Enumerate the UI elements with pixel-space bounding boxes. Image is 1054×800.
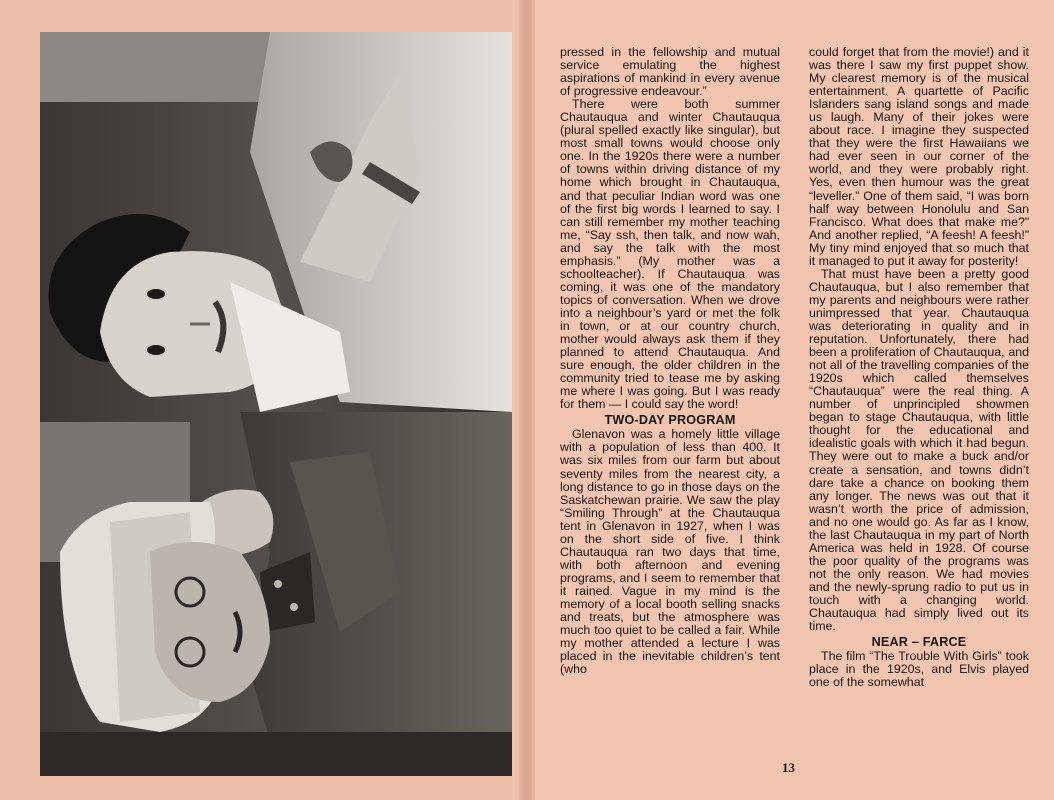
photograph [40,32,512,776]
page-gutter [519,0,535,800]
paragraph: The film “The Trouble With Girls” took place in the 1920s, and Elvis played one of the somewhat [809,649,1029,690]
paragraph: could forget that from the movie!) and it was there I saw my first puppet show. My clearest memory is of the musical entertainment. A quartette of Pacific Islanders sang island songs and made us laugh. Many of their jokes were about race. I imagine they suspected that they were the first Hawaiians we had ever seen in our corner of the world, and they were probably right. Yes, even then humour was the great “leveller.” One of them said, “I was born half way between Honolulu and San Francisco. What does that make me?” And another replied, “A feesh! A feesh!” My tiny mind enjoyed that so much that it managed to put it away for posterity! [809,45,1029,268]
paragraph: Glenavon was a homely little village with a population of less than 400. It was six miles from our farm but about seventy miles from the nearest city, a long distance to go in those days on the Saskatchewan prairie. We saw the play “Smiling Through” at the Chautauqua tent in Glenavon in 1927, when I was on the short side of five. I think Chautauqua ran two days that time, with both afternoon and evening programs, and I seem to remember that it rained. Vague in my mind is the memory of a local booth selling snacks and treats, but the atmosphere was much too quiet to be called a fair. While my mother attended a lecture I was placed in the inevitable children’s tent (who [560,427,780,677]
paragraph: That must have been a pretty good Chautauqua, but I also remember that my parents and neighbours were rather unimpressed that year. Chautauqua was deteriorating in quality and in reputation. Unfortunately, there had been a proliferation of Chautauqua, and not all of the travelling companies of the 1920s which called themselves “Chautauqua” were the real thing. A number of unprincipled showmen began to stage Chautauqua, with little thought for the educational and idealistic goals with which it had begun. They were out to make a buck and/or create a sensation, and towns didn’t dare take a chance on booking them any longer. The news was out that it wasn’t worth the price of admission, and no one would go. As far as I know, the last Chautauqua in my part of North America was held in 1928. Of course the poor quality of the programs was not the only reason. We had movies and the newly-sprung radio to put us in touch with a changing world. Chautauqua had simply lived out its time. [809,266,1029,634]
paragraph: There were both summer Chautauqua and winter Chautauqua (plural spelled exactly like singular), but most small towns would choose only one. In the 1920s there were a number of towns within driving distance of my home which brought in Chautauqua, and that peculiar Indian word was one of the first big words I learned to say. I can still remember my mother teaching me, “Say ssh, then talk, and now wah, and say the talk with the most emphasis.” (My mother was a schoolteacher). If Chautauqua was coming, it was one of the mandatory topics of conversation. When we drove into a neighbour’s yard or met the folk in town, or at our country church, mother would always ask them if they planned to attend Chautauqua. And sure enough, the older children in the community tried to tease me by asking me where I was going. But I was ready for them — I could say the word! [560,97,780,412]
page-number: 13 [782,760,795,775]
section-heading: TWO-DAY PROGRAM [604,413,736,428]
text-column-left [560,46,780,676]
section-heading: NEAR – FARCE [871,635,967,650]
text-column-right [809,46,1029,689]
photograph-icon [40,32,512,776]
paragraph: pressed in the fellowship and mutual service emulating the highest aspirations of mankind in every avenue of progressive endeavour.” [560,45,780,99]
article-text [557,46,1035,746]
